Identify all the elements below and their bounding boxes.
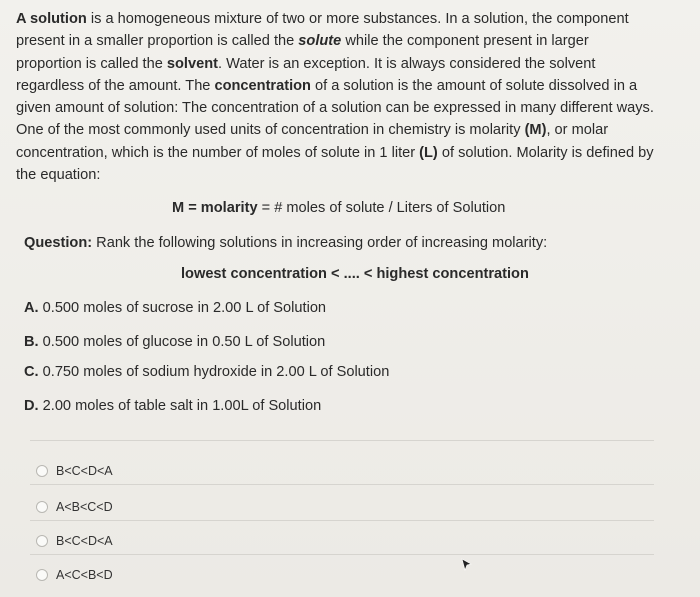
divider	[30, 554, 654, 555]
answer-option-1[interactable]	[36, 461, 113, 481]
solution-item-a: A. 0.500 moles of sucrose in 2.00 L of Solution	[24, 300, 327, 316]
answer-option-4[interactable]	[36, 565, 113, 585]
molarity-formula: M = molarity = # moles of solute / Liters of Solution	[172, 200, 506, 216]
divider	[30, 520, 654, 521]
answer-option-label: B<C<D<A	[56, 534, 113, 548]
concentration-term: concentration	[214, 77, 311, 94]
answer-option-3[interactable]	[36, 531, 113, 551]
radio-button[interactable]	[36, 465, 48, 477]
solution-term: A solution	[16, 11, 87, 27]
question-prompt: Question: Rank the following solutions in increasing order of increasing molarity:	[24, 235, 548, 251]
solvent-term: solvent	[166, 55, 218, 72]
solution-item-d: D. 2.00 moles of table salt in 1.00L of Solution	[24, 398, 322, 414]
answer-option-label: A<C<B<D	[56, 568, 113, 582]
answer-option-label: A<B<C<D	[56, 500, 113, 514]
radio-button[interactable]	[36, 535, 48, 547]
order-hint: lowest concentration < .... < highest concentration	[181, 266, 529, 282]
answer-option-2[interactable]	[36, 497, 113, 517]
radio-button[interactable]	[36, 569, 48, 581]
radio-button[interactable]	[36, 501, 48, 513]
mouse-cursor-icon	[461, 558, 473, 572]
passage: A solution is a homogeneous mixture of two or more substances. In a solution, the component present in a smaller proportion is called the solute while the component present in larger proportion is called the solvent. Water is an exception. It is always considered the solvent regardless of the amount. The concentration of a solution is the amount of solute dissolved in a given amount of solution: The concentration of a solution can be expressed in many different ways. One of the most commonly used units of concentration in chemistry is molarity (M), or molar concentration, which is the number of moles of solute in 1 liter (L) of solution. Molarity is defined by the equation:	[16, 11, 654, 184]
divider	[30, 484, 654, 485]
liter-abbrev: (L)	[419, 144, 438, 161]
solute-term: solute	[298, 33, 342, 50]
molarity-abbrev: (M)	[524, 122, 547, 139]
answer-option-label: B<C<D<A	[56, 464, 113, 478]
solution-item-c: C. 0.750 moles of sodium hydroxide in 2.00 L of Solution	[24, 364, 390, 380]
solution-item-b: B. 0.500 moles of glucose in 0.50 L of Solution	[24, 334, 326, 350]
divider	[30, 440, 654, 441]
